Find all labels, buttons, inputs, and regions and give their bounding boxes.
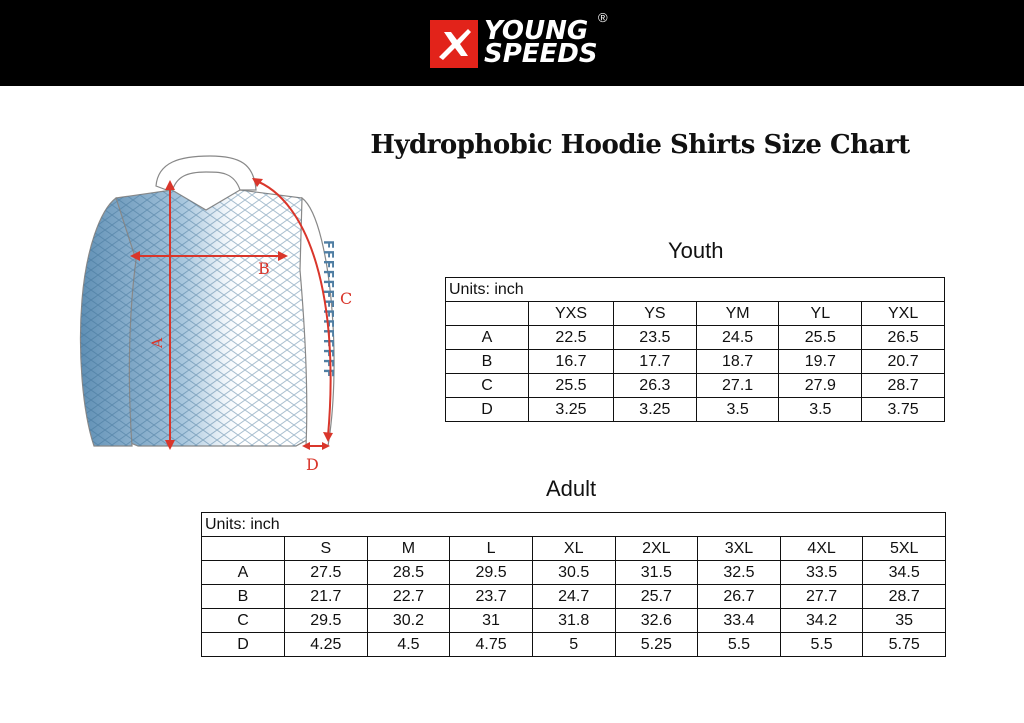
- label-d: D: [306, 455, 319, 474]
- adult-size-header: L: [450, 537, 533, 561]
- adult-size-header: XL: [532, 537, 615, 561]
- table-cell: 32.5: [698, 561, 781, 585]
- table-cell: 4.75: [450, 633, 533, 657]
- table-row: [446, 398, 945, 422]
- youth-size-header: YM: [696, 302, 779, 326]
- youth-units-row: [446, 278, 945, 302]
- table-cell: 4.5: [367, 633, 450, 657]
- table-cell: 3.75: [862, 398, 945, 422]
- brand-line-1: YOUNG: [484, 16, 589, 46]
- row-label: B: [446, 350, 529, 374]
- table-cell: 26.7: [698, 585, 781, 609]
- table-cell: 35: [863, 609, 946, 633]
- table-cell: 31.5: [615, 561, 698, 585]
- table-row: [446, 374, 945, 398]
- table-cell: 29.5: [285, 609, 368, 633]
- table-cell: 26.5: [862, 326, 945, 350]
- table-cell: 28.5: [367, 561, 450, 585]
- table-cell: 23.5: [614, 326, 697, 350]
- runner-logo-icon: [430, 20, 478, 68]
- table-cell: 22.7: [367, 585, 450, 609]
- table-cell: 5: [532, 633, 615, 657]
- registered-mark: ®: [598, 10, 608, 25]
- table-row: [202, 585, 946, 609]
- brand-line-2: SPEEDS: [484, 39, 598, 69]
- table-cell: 27.7: [780, 585, 863, 609]
- table-cell: 33.5: [780, 561, 863, 585]
- table-cell: 33.4: [698, 609, 781, 633]
- adult-units: Units: inch: [202, 513, 946, 537]
- table-cell: 27.1: [696, 374, 779, 398]
- table-row: [202, 561, 946, 585]
- table-cell: 5.5: [698, 633, 781, 657]
- adult-header-row: [202, 537, 946, 561]
- table-cell: 4.25: [285, 633, 368, 657]
- youth-size-header: YXL: [862, 302, 945, 326]
- youth-corner-cell: [446, 302, 529, 326]
- youth-size-table: [445, 277, 945, 422]
- table-cell: 28.7: [863, 585, 946, 609]
- table-cell: 18.7: [696, 350, 779, 374]
- table-cell: 27.9: [779, 374, 862, 398]
- table-row: [446, 326, 945, 350]
- table-cell: 29.5: [450, 561, 533, 585]
- table-cell: 27.5: [285, 561, 368, 585]
- adult-title: Adult: [546, 476, 597, 501]
- adult-size-header: 2XL: [615, 537, 698, 561]
- adult-corner-cell: [202, 537, 285, 561]
- youth-size-header: YS: [614, 302, 697, 326]
- table-cell: 5.75: [863, 633, 946, 657]
- table-cell: 3.25: [529, 398, 614, 422]
- label-a: A: [150, 337, 166, 348]
- adult-size-header: 5XL: [863, 537, 946, 561]
- brand-logo: [430, 10, 610, 70]
- svg-text:FFFFFFFFFFFFFF: FFFFFFFFFFFFFF: [320, 240, 335, 379]
- table-cell: 30.2: [367, 609, 450, 633]
- adult-size-header: 3XL: [698, 537, 781, 561]
- adult-size-table: [201, 512, 946, 657]
- header-bar: [0, 0, 1024, 86]
- row-label: C: [446, 374, 529, 398]
- table-cell: 20.7: [862, 350, 945, 374]
- table-cell: 24.5: [696, 326, 779, 350]
- youth-size-header: YL: [779, 302, 862, 326]
- table-cell: 25.7: [615, 585, 698, 609]
- adult-size-header: S: [285, 537, 368, 561]
- label-b: B: [258, 259, 270, 278]
- adult-size-header: 4XL: [780, 537, 863, 561]
- brand-wordmark: [484, 16, 598, 69]
- youth-size-header: YXS: [529, 302, 614, 326]
- table-cell: 22.5: [529, 326, 614, 350]
- table-row: [202, 609, 946, 633]
- row-label: A: [202, 561, 285, 585]
- table-cell: 3.5: [696, 398, 779, 422]
- table-cell: 5.25: [615, 633, 698, 657]
- table-cell: 3.25: [614, 398, 697, 422]
- table-cell: 32.6: [615, 609, 698, 633]
- table-row: [446, 350, 945, 374]
- table-cell: 19.7: [779, 350, 862, 374]
- page-title: Hydrophobic Hoodie Shirts Size Chart: [370, 130, 910, 160]
- table-cell: 25.5: [779, 326, 862, 350]
- row-label: D: [202, 633, 285, 657]
- row-label: A: [446, 326, 529, 350]
- table-cell: 34.5: [863, 561, 946, 585]
- adult-size-header: M: [367, 537, 450, 561]
- youth-header-row: [446, 302, 945, 326]
- youth-units: Units: inch: [446, 278, 945, 302]
- table-row: [202, 633, 946, 657]
- table-cell: 5.5: [780, 633, 863, 657]
- youth-title: Youth: [668, 238, 724, 263]
- table-cell: 26.3: [614, 374, 697, 398]
- hoodie-measurement-diagram: [70, 150, 370, 480]
- table-cell: 17.7: [614, 350, 697, 374]
- table-cell: 28.7: [862, 374, 945, 398]
- table-cell: 34.2: [780, 609, 863, 633]
- table-cell: 16.7: [529, 350, 614, 374]
- table-cell: 24.7: [532, 585, 615, 609]
- table-cell: 25.5: [529, 374, 614, 398]
- table-cell: 3.5: [779, 398, 862, 422]
- table-cell: 31: [450, 609, 533, 633]
- label-c: C: [340, 289, 353, 308]
- row-label: B: [202, 585, 285, 609]
- table-cell: 21.7: [285, 585, 368, 609]
- adult-units-row: [202, 513, 946, 537]
- table-cell: 31.8: [532, 609, 615, 633]
- row-label: D: [446, 398, 529, 422]
- row-label: C: [202, 609, 285, 633]
- table-cell: 23.7: [450, 585, 533, 609]
- table-cell: 30.5: [532, 561, 615, 585]
